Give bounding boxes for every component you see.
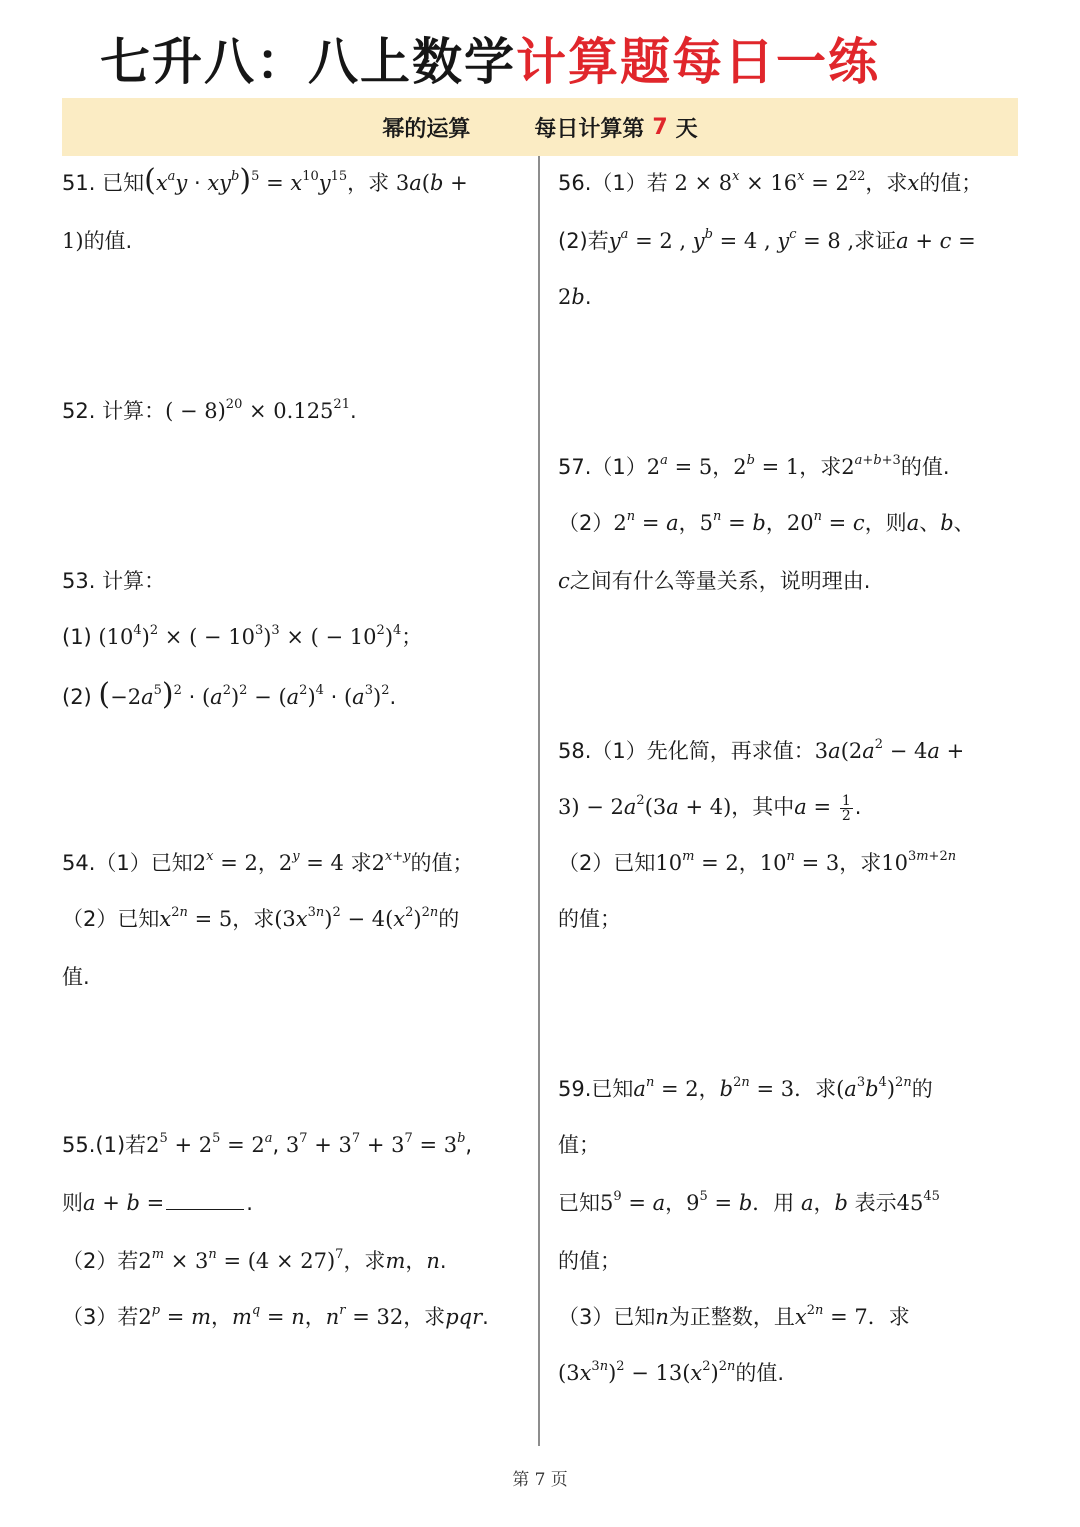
- problem-57-line-3: c之间有什么等量关系，说明理由.: [558, 569, 871, 593]
- problem-number: 56.: [558, 171, 592, 195]
- problem-number: 59.: [558, 1077, 592, 1101]
- problem-59-line-1: 59.已知$a^n = 2$，$b^{2n} = 3$．求$(a^3b^4)^{2n}$的: [558, 1075, 933, 1101]
- problem-51-line-2: 1)的值.: [62, 229, 133, 253]
- title-main: 七升八：八上数学: [100, 32, 516, 91]
- problem-53-line-1: 53. 计算：: [62, 569, 166, 593]
- problem-55-line-3: （2）若$2^m \times 3^n = (4 \times 27)^7$，求m，n.: [62, 1247, 447, 1273]
- problem-56-line-2: (2)若$y^a = 2$ , $y^b = 4$ , $y^c = 8$ ,求证a + c =: [558, 227, 976, 253]
- answer-blank[interactable]: [166, 1191, 244, 1210]
- problem-59-line-2: 值；: [558, 1133, 600, 1157]
- problem-55-line-2: 则a + b = .: [62, 1191, 253, 1215]
- problem-55-line-4: （3）若2$^p$ = m，$m^q = n$，$n^r = 32$，求pqr.: [62, 1303, 489, 1329]
- problem-59-line-4: 的值；: [558, 1249, 621, 1273]
- problem-58-line-2: $3) - 2a^2(3a + 4)$，其中a = $\frac{1}{2}$ .: [558, 792, 862, 824]
- problem-58-line-1: 58.（1）先化简，再求值：$3a(2a^2 - 4a$ +: [558, 737, 965, 763]
- page-title: [0, 22, 980, 94]
- problem-number: 51.: [62, 171, 96, 195]
- problem-53-line-2: (1) $(10^4)^2$ × ( − $10^3)^3$ × ( − $10^2)^4$；: [62, 623, 423, 649]
- problem-54-line-1: 54.（1）已知2$^x$ = 2，2$^y$ = 4 求$2^{x+y}$的值；: [62, 849, 474, 875]
- problem-54-line-3: 值.: [62, 965, 90, 989]
- problem-number: 58.: [558, 739, 592, 763]
- problem-51-line-1: 51. 已知$(x^ay \cdot xy^b)^5 = x^{10}y^{15}$，求 3a(b +: [62, 163, 468, 198]
- fraction-one-half: $\frac{1}{2}$: [841, 792, 851, 824]
- problem-59-line-3: 已知$5^9 = a$，$9^5 = b$．用 a，b 表示$45^{45}$: [558, 1189, 940, 1215]
- banner-day-prefix: 每日计算第: [534, 116, 645, 142]
- page-number: 第 7 页: [512, 1470, 568, 1490]
- problem-number: 55.: [62, 1133, 96, 1157]
- banner-day-suffix: 天: [675, 116, 698, 142]
- column-divider: [538, 156, 540, 1446]
- title-highlight: 计算题每日一练: [516, 32, 880, 91]
- problem-55-line-1: 55.(1)若$2^5 + 2^5 = 2^a$, $3^7 + 3^7 + 3^7 = 3^b$,: [62, 1131, 473, 1157]
- banner-topic: 幂的运算: [382, 116, 471, 142]
- problem-number: 54.: [62, 851, 96, 875]
- problem-57-line-1: 57.（1）2$^a$ = 5，2$^b$ = 1，求$2^{a+b+3}$的值.: [558, 453, 950, 479]
- problem-58-line-3: （2）已知10$^m$ = 2，10$^n$ = 3，求$10^{3m+2n}$: [558, 849, 957, 875]
- problem-54-line-2: （2）已知$x^{2n} = 5$，求$(3x^{3n})^2 - 4(x^2)^{2n}$的: [62, 905, 460, 931]
- problem-58-line-4: 的值；: [558, 907, 621, 931]
- problem-number: 57.: [558, 455, 592, 479]
- problem-56-line-1: 56.（1）若 $2 \times 8^x \times 16^x = 2^{22}$，求x的值；: [558, 169, 983, 195]
- problem-number: 52.: [62, 399, 96, 423]
- problem-59-line-6: $(3x^{3n})^2 - 13(x^2)^{2n}$的值.: [558, 1359, 785, 1385]
- problem-57-line-2: （2）2$^n$ = a，5$^n$ = b，20$^n$ = c，则a、b、: [558, 509, 975, 535]
- problem-number: 53.: [62, 569, 96, 593]
- problem-53-line-3: (2) $(-2a^5)^2 \cdot (a^2)^2 - (a^2)^4 \cdot (a^3)^2$.: [62, 677, 397, 712]
- problem-56-line-3: 2b.: [558, 285, 592, 309]
- problem-59-line-5: （3）已知n为正整数，且$x^{2n} = 7$．求: [558, 1303, 910, 1329]
- topic-banner: [62, 98, 1018, 156]
- problem-52-line-1: 52. 计算：( − $8)^{20} \times 0.125^{21}$.: [62, 397, 357, 423]
- banner-day-number: 7: [652, 114, 668, 140]
